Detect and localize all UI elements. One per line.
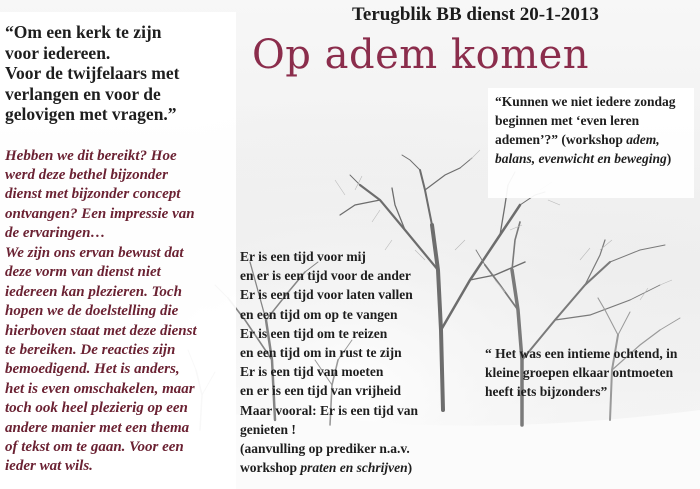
header-date: Terugblik BB dienst 20-1-2013 — [352, 4, 599, 25]
workshop-quote-line: “Kunnen we niet iedere zondag — [495, 94, 676, 109]
workshop-name: adem, — [626, 132, 660, 147]
intro-line: de ervaringen… — [5, 224, 106, 241]
intro-line: dienst met bijzonder concept — [5, 186, 181, 203]
poem-note-text: ) — [407, 460, 413, 476]
intro-line: Hebben we dit bereikt? Hoe — [5, 148, 177, 164]
poem-line: Er is een tijd voor mij — [240, 249, 366, 264]
reflection-line: iedereen kan plezieren. Toch — [5, 283, 182, 300]
mission-quote-line: Voor de twijfelaars met — [5, 63, 180, 83]
experience-quote-line: heeft iets bijzonders” — [485, 383, 608, 399]
mission-quote-line: gelovigen met vragen.” — [5, 104, 177, 124]
intro-line: werd deze bethel bijzonder — [5, 167, 168, 184]
reflection-paragraph — [5, 244, 235, 477]
reflection-line: toch ook heel plezierig op een — [5, 400, 188, 417]
poem-note — [240, 458, 445, 477]
mission-quote-line: verlangen en voor de — [5, 83, 161, 104]
page-title: Op adem komen — [252, 32, 590, 78]
workshop-quote-line — [495, 149, 695, 168]
poem — [240, 247, 445, 477]
poem-line: en een tijd om in rust te zijn — [240, 345, 402, 361]
mission-quote-line: “Om een kerk te zijn — [5, 22, 162, 42]
workshop-quote-text: ademen’?” (workshop — [495, 132, 627, 147]
reflection-line: te bereiken. De reacties zijn — [5, 342, 176, 359]
reflection-line: hopen we de doelstelling die — [5, 303, 179, 320]
poem-line: Er is een tijd van moeten — [240, 364, 384, 380]
reflection-line: bemoedigend. Het is anders, — [5, 361, 180, 378]
workshop-quote-line: beginnen met ‘even leren — [495, 113, 640, 128]
poem-line: Er is een tijd om te reizen — [240, 325, 388, 341]
poem-line: en er is een tijd van vrijheid — [240, 383, 401, 399]
reflection-line: hierboven staat met deze dienst — [5, 322, 197, 339]
experience-quote-line: kleine groepen elkaar ontmoeten — [485, 364, 674, 380]
poem-line: Maar vooral: Er is een tijd van — [240, 402, 418, 418]
intro-paragraph — [5, 147, 235, 243]
workshop-quote-text: ) — [666, 151, 672, 166]
intro-line: ontvangen? Een impressie van — [5, 205, 195, 222]
workshop-name: praten en schrijven — [300, 460, 408, 476]
poem-note: (aanvulling op prediker n.a.v. — [240, 441, 410, 457]
poem-line: en er is een tijd voor de ander — [240, 268, 411, 284]
poem-note-text: workshop — [240, 460, 301, 476]
experience-quote-line: “ Het was een intieme ochtend, in — [485, 346, 678, 361]
workshop-quote-panel — [488, 88, 694, 198]
left-text-panel — [0, 12, 236, 489]
reflection-line: We zijn ons ervan bewust dat — [5, 245, 184, 261]
reflection-line: ieder wat wils. — [5, 458, 93, 475]
poem-line: en een tijd om op te vangen — [240, 306, 398, 322]
reflection-line: of tekst om te gaan. Voor een — [5, 439, 184, 456]
experience-quote — [485, 345, 700, 401]
reflection-line: deze vorm van dienst niet — [5, 264, 161, 281]
workshop-quote-line — [495, 130, 695, 149]
poem-line: Er is een tijd voor laten vallen — [240, 287, 413, 303]
reflection-line: het is even omschakelen, maar — [5, 380, 195, 397]
reflection-line: andere manier met een thema — [5, 419, 190, 436]
workshop-quote — [495, 92, 695, 168]
workshop-name: balans, evenwicht en beweging — [495, 151, 667, 166]
poem-line: genieten ! — [240, 421, 296, 437]
mission-quote-line: voor iedereen. — [5, 42, 111, 63]
mission-quote — [5, 22, 235, 125]
